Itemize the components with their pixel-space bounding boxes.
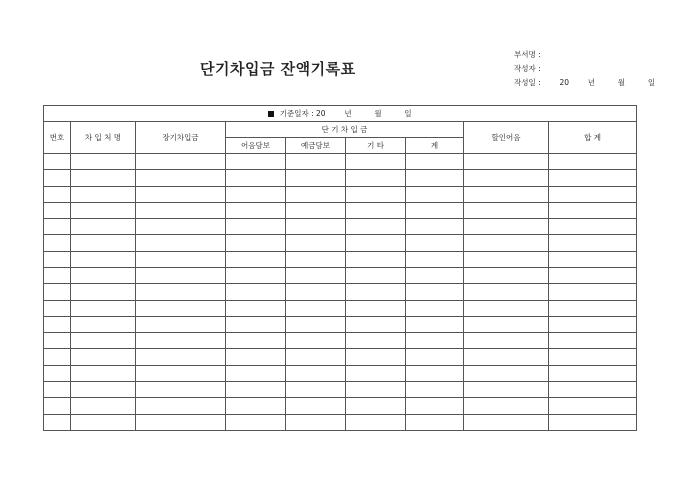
- table-cell[interactable]: [44, 349, 71, 365]
- table-cell[interactable]: [226, 381, 286, 397]
- created-date-year-prefix: 20: [559, 78, 569, 87]
- square-bullet-icon: [268, 111, 274, 117]
- table-cell[interactable]: [406, 333, 464, 349]
- table-cell[interactable]: [464, 251, 549, 267]
- table-cell[interactable]: [464, 365, 549, 381]
- table-cell[interactable]: [286, 202, 346, 218]
- table-cell[interactable]: [346, 235, 406, 251]
- header-other: 기 타: [346, 138, 406, 154]
- header-discounted-bills: 할인어음: [464, 122, 549, 154]
- table-cell[interactable]: [346, 154, 406, 170]
- table-cell[interactable]: [286, 235, 346, 251]
- table-cell[interactable]: [346, 333, 406, 349]
- table-cell[interactable]: [346, 381, 406, 397]
- table-cell[interactable]: [44, 333, 71, 349]
- author-label: 작성자 :: [514, 64, 541, 73]
- table-cell[interactable]: [286, 316, 346, 332]
- table-cell[interactable]: [549, 349, 637, 365]
- created-date-day: 일: [647, 78, 656, 87]
- table-cell[interactable]: [71, 414, 136, 431]
- table-cell[interactable]: [406, 300, 464, 316]
- table-cell[interactable]: [406, 414, 464, 431]
- table-cell[interactable]: [226, 316, 286, 332]
- table-cell[interactable]: [406, 316, 464, 332]
- table-cell[interactable]: [464, 154, 549, 170]
- table-row: [44, 251, 637, 267]
- table-cell[interactable]: [226, 284, 286, 300]
- table-cell[interactable]: [44, 267, 71, 283]
- balance-table: [43, 105, 637, 431]
- table-cell[interactable]: [71, 235, 136, 251]
- table-cell[interactable]: [549, 300, 637, 316]
- table-cell[interactable]: [549, 381, 637, 397]
- department-field: [514, 48, 655, 62]
- table-row: [44, 154, 637, 170]
- table-cell[interactable]: [226, 219, 286, 235]
- table-cell[interactable]: [71, 154, 136, 170]
- table-cell[interactable]: [464, 333, 549, 349]
- table-cell[interactable]: [44, 316, 71, 332]
- table-cell[interactable]: [226, 365, 286, 381]
- table-cell[interactable]: [44, 202, 71, 218]
- table-cell[interactable]: [136, 381, 226, 397]
- table-cell[interactable]: [44, 186, 71, 202]
- table-cell[interactable]: [136, 154, 226, 170]
- table-cell[interactable]: [136, 398, 226, 414]
- table-cell[interactable]: [44, 251, 71, 267]
- table-cell[interactable]: [406, 381, 464, 397]
- table-cell[interactable]: [549, 202, 637, 218]
- table-cell[interactable]: [464, 284, 549, 300]
- table-cell[interactable]: [464, 381, 549, 397]
- table-cell[interactable]: [406, 219, 464, 235]
- document-meta: [514, 48, 655, 90]
- table-cell[interactable]: [44, 398, 71, 414]
- table-cell[interactable]: [406, 170, 464, 186]
- table-cell[interactable]: [464, 398, 549, 414]
- table-row: [44, 333, 637, 349]
- table-cell[interactable]: [406, 267, 464, 283]
- table-cell[interactable]: [226, 251, 286, 267]
- table-row: [44, 365, 637, 381]
- table-cell[interactable]: [286, 300, 346, 316]
- table-cell[interactable]: [346, 219, 406, 235]
- table-cell[interactable]: [406, 235, 464, 251]
- table-cell[interactable]: [44, 170, 71, 186]
- table-cell[interactable]: [286, 154, 346, 170]
- table-cell[interactable]: [286, 284, 346, 300]
- header-subtotal: 계: [406, 138, 464, 154]
- table-cell[interactable]: [549, 235, 637, 251]
- header-row-1: [44, 122, 637, 138]
- table-cell[interactable]: [136, 333, 226, 349]
- table-cell[interactable]: [136, 219, 226, 235]
- table-cell[interactable]: [44, 219, 71, 235]
- table-cell[interactable]: [286, 267, 346, 283]
- table-cell[interactable]: [136, 186, 226, 202]
- table-cell[interactable]: [549, 251, 637, 267]
- table-cell[interactable]: [346, 170, 406, 186]
- table-cell[interactable]: [136, 365, 226, 381]
- table-row: [44, 202, 637, 218]
- header-total: 합 계: [549, 122, 637, 154]
- table-cell[interactable]: [44, 235, 71, 251]
- table-cell[interactable]: [136, 251, 226, 267]
- table-cell[interactable]: [406, 398, 464, 414]
- table-cell[interactable]: [136, 235, 226, 251]
- table-cell[interactable]: [71, 284, 136, 300]
- table-cell[interactable]: [549, 284, 637, 300]
- table-cell[interactable]: [406, 202, 464, 218]
- header-lender: 차 입 처 명: [71, 122, 136, 154]
- table-cell[interactable]: [406, 284, 464, 300]
- table-cell[interactable]: [286, 381, 346, 397]
- table-cell[interactable]: [549, 170, 637, 186]
- table-row: [44, 349, 637, 365]
- table-cell[interactable]: [226, 267, 286, 283]
- header-deposit-collateral: 예금담보: [286, 138, 346, 154]
- table-cell[interactable]: [286, 365, 346, 381]
- table-cell[interactable]: [136, 316, 226, 332]
- table-cell[interactable]: [549, 219, 637, 235]
- created-date-field: [514, 76, 655, 90]
- table-cell[interactable]: [226, 333, 286, 349]
- table-cell[interactable]: [71, 398, 136, 414]
- table-cell[interactable]: [44, 284, 71, 300]
- table-cell[interactable]: [71, 251, 136, 267]
- table-cell[interactable]: [71, 365, 136, 381]
- created-date-year: 년: [587, 78, 596, 87]
- table-row: [44, 267, 637, 283]
- table-cell[interactable]: [406, 154, 464, 170]
- table-cell[interactable]: [44, 300, 71, 316]
- table-cell[interactable]: [464, 414, 549, 431]
- table-cell[interactable]: [346, 251, 406, 267]
- table-cell[interactable]: [549, 267, 637, 283]
- department-label: 부서명 :: [514, 50, 541, 59]
- table-cell[interactable]: [71, 186, 136, 202]
- reference-date-label: 기준일자 : 20: [279, 109, 326, 118]
- table-cell[interactable]: [464, 349, 549, 365]
- table-cell[interactable]: [549, 186, 637, 202]
- table-cell[interactable]: [71, 349, 136, 365]
- table-row: [44, 398, 637, 414]
- table-row: [44, 235, 637, 251]
- table-cell[interactable]: [549, 154, 637, 170]
- table-cell[interactable]: [226, 349, 286, 365]
- table-cell[interactable]: [286, 349, 346, 365]
- table-cell[interactable]: [226, 154, 286, 170]
- table-cell[interactable]: [346, 398, 406, 414]
- table-cell[interactable]: [136, 267, 226, 283]
- table-cell[interactable]: [71, 202, 136, 218]
- table-cell[interactable]: [226, 300, 286, 316]
- table-cell[interactable]: [226, 186, 286, 202]
- reference-date-year: 년: [344, 109, 352, 118]
- table-row: [44, 300, 637, 316]
- table-cell[interactable]: [226, 398, 286, 414]
- table-cell[interactable]: [464, 186, 549, 202]
- table-cell[interactable]: [136, 349, 226, 365]
- table-cell[interactable]: [286, 186, 346, 202]
- table-cell[interactable]: [464, 219, 549, 235]
- table-cell[interactable]: [71, 219, 136, 235]
- table-cell[interactable]: [44, 154, 71, 170]
- table-cell[interactable]: [406, 251, 464, 267]
- table-row: [44, 284, 637, 300]
- table-cell[interactable]: [464, 300, 549, 316]
- table-cell[interactable]: [286, 219, 346, 235]
- table-row: [44, 170, 637, 186]
- header-long-term: 장기차입금: [136, 122, 226, 154]
- table-cell[interactable]: [136, 170, 226, 186]
- table-cell[interactable]: [136, 284, 226, 300]
- table-cell[interactable]: [226, 202, 286, 218]
- reference-date-cell: [44, 106, 637, 122]
- table-cell[interactable]: [346, 316, 406, 332]
- table-cell[interactable]: [71, 333, 136, 349]
- table-cell[interactable]: [549, 316, 637, 332]
- created-date-label: 작성일 :: [514, 78, 541, 87]
- table-cell[interactable]: [226, 170, 286, 186]
- table-cell[interactable]: [286, 333, 346, 349]
- created-date-month: 월: [617, 78, 626, 87]
- table-cell[interactable]: [464, 267, 549, 283]
- table-row: [44, 219, 637, 235]
- table-cell[interactable]: [346, 349, 406, 365]
- table-cell[interactable]: [549, 398, 637, 414]
- table-cell[interactable]: [406, 186, 464, 202]
- table-cell[interactable]: [464, 170, 549, 186]
- table-cell[interactable]: [286, 398, 346, 414]
- table-row: [44, 381, 637, 397]
- table-cell[interactable]: [346, 202, 406, 218]
- table-cell[interactable]: [406, 349, 464, 365]
- table-cell[interactable]: [346, 186, 406, 202]
- header-no: 번호: [44, 122, 71, 154]
- table-cell[interactable]: [464, 316, 549, 332]
- table-row: [44, 186, 637, 202]
- table-cell[interactable]: [44, 414, 71, 431]
- table-cell[interactable]: [71, 170, 136, 186]
- table-cell[interactable]: [549, 333, 637, 349]
- table-cell[interactable]: [226, 414, 286, 431]
- table-cell[interactable]: [346, 365, 406, 381]
- table-cell[interactable]: [346, 284, 406, 300]
- table-cell[interactable]: [71, 267, 136, 283]
- table-cell[interactable]: [136, 414, 226, 431]
- table-cell[interactable]: [44, 365, 71, 381]
- reference-date-row: [44, 106, 637, 122]
- table-cell[interactable]: [71, 316, 136, 332]
- table-cell[interactable]: [346, 267, 406, 283]
- table-cell[interactable]: [464, 235, 549, 251]
- table-cell[interactable]: [346, 300, 406, 316]
- author-field: [514, 62, 655, 76]
- header-short-term-group: 단 기 차 입 금: [226, 122, 464, 138]
- table-cell[interactable]: [136, 300, 226, 316]
- table-cell[interactable]: [549, 414, 637, 431]
- table-cell[interactable]: [346, 414, 406, 431]
- table-cell[interactable]: [226, 235, 286, 251]
- table-cell[interactable]: [44, 381, 71, 397]
- table-cell[interactable]: [71, 381, 136, 397]
- table-cell[interactable]: [286, 251, 346, 267]
- table-cell[interactable]: [286, 170, 346, 186]
- table-row: [44, 316, 637, 332]
- table-cell[interactable]: [464, 202, 549, 218]
- table-cell[interactable]: [549, 365, 637, 381]
- reference-date-month: 월: [374, 109, 382, 118]
- table-cell[interactable]: [286, 414, 346, 431]
- reference-date-day: 일: [404, 109, 412, 118]
- table-cell[interactable]: [136, 202, 226, 218]
- table-cell[interactable]: [71, 300, 136, 316]
- page-title: 단기차입금 잔액기록표: [200, 60, 356, 78]
- table-cell[interactable]: [406, 365, 464, 381]
- header-bill-collateral: 어음담보: [226, 138, 286, 154]
- table-row: [44, 414, 637, 431]
